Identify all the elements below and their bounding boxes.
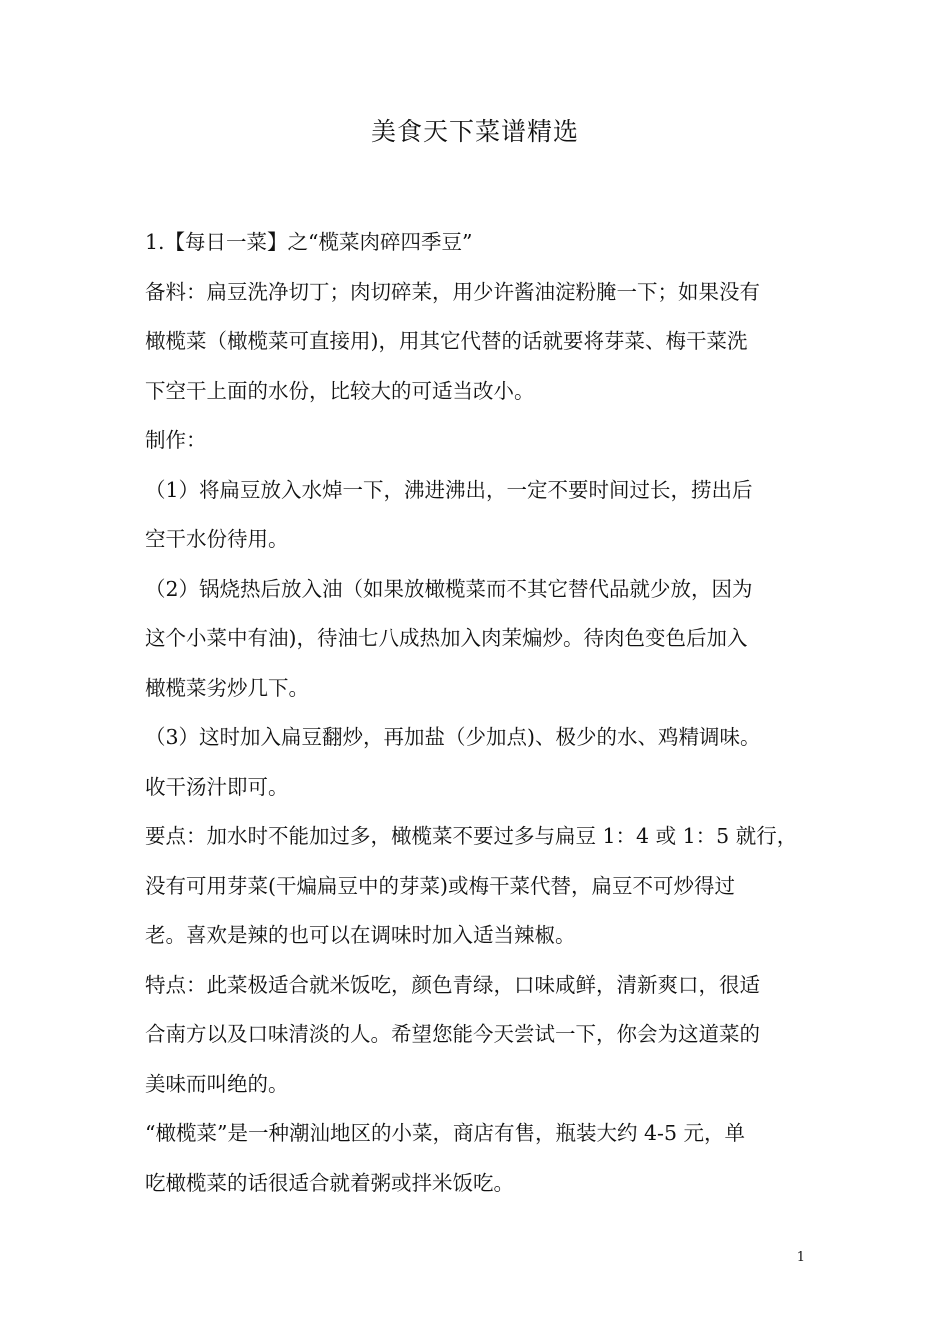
text-line: 备料：扁豆洗净切丁；肉切碎茉，用少许酱油淀粉腌一下；如果没有 xyxy=(145,279,760,304)
text-line: 空干水份待用。 xyxy=(145,527,289,551)
document-title: 美食天下菜谱精选 xyxy=(370,117,579,146)
text-line: （1）将扁豆放入水焯一下，沸进沸出，一定不要时间过长，捞出后 xyxy=(145,477,753,502)
text-line: “橄榄菜”是一种潮汕地区的小菜，商店有售，瓶装大约 4-5 元，单 xyxy=(145,1121,746,1145)
text-line: （2）锅烧热后放入油（如果放橄榄菜而不其它替代品就少放，因为 xyxy=(145,576,753,601)
text-line: 橄榄菜（橄榄菜可直接用)，用其它代替的话就要将芽菜、梅干菜洗 xyxy=(145,329,748,353)
text-line: 特点：此菜极适合就米饭吃，颜色青绿，口味咸鲜，清新爽口，很适 xyxy=(145,972,760,997)
text-line: 美味而叫绝的。 xyxy=(145,1071,289,1096)
text-line: 吃橄榄菜的话很适合就着粥或拌米饭吃。 xyxy=(145,1170,514,1195)
text-line: 制作： xyxy=(145,428,207,452)
page-number: 1 xyxy=(796,1250,805,1265)
text-line: 要点：加水时不能加过多，橄榄菜不要过多与扁豆 1：4 或 1：5 就行， xyxy=(145,824,798,848)
text-line: 橄榄菜劣炒几下。 xyxy=(145,675,309,700)
text-line: 没有可用芽菜(干煸扁豆中的芽菜)或梅干菜代替，扁豆不可炒得过 xyxy=(145,873,735,898)
text-line: （3）这时加入扁豆翻炒，再加盐（少加点)、极少的水、鸡精调味。 xyxy=(145,725,761,749)
text-line: 合南方以及口味清淡的人。希望您能今天尝试一下，你会为这道菜的 xyxy=(145,1022,760,1046)
text-line: 1.【每日一菜】之“榄菜肉碎四季豆” xyxy=(145,230,473,254)
text-line: 收干汤汁即可。 xyxy=(145,774,289,799)
document-body xyxy=(145,218,809,1208)
text-line: 这个小菜中有油)，待油七八成热加入肉茉煸炒。待肉色变色后加入 xyxy=(145,626,748,650)
text-line: 下空干上面的水份，比较大的可适当改小。 xyxy=(145,378,535,403)
text-line: 老。喜欢是辣的也可以在调味时加入适当辣椒。 xyxy=(145,923,576,947)
